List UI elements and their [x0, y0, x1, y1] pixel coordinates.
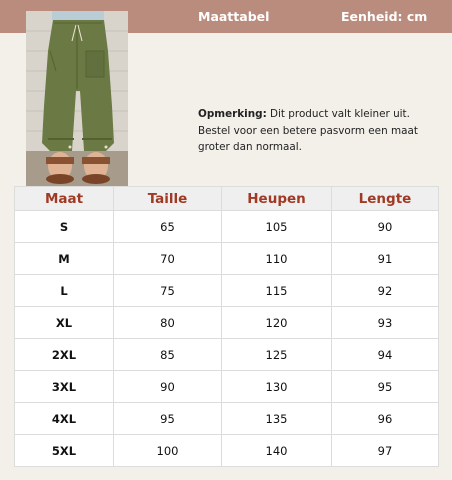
hips-cell: 115: [222, 275, 332, 307]
chart-title: Maattabel: [198, 9, 270, 24]
green-trousers-photo-icon: [26, 11, 128, 186]
length-cell: 92: [332, 275, 439, 307]
hips-cell: 125: [222, 339, 332, 371]
table-row: [15, 435, 439, 467]
length-cell: 91: [332, 243, 439, 275]
table-header-row: [15, 187, 439, 211]
table-row: [15, 243, 439, 275]
note-text: Dit product valt kleiner uit. Bestel voor een betere pasvorm een maat groter dan normaal.: [198, 108, 418, 153]
size-cell: M: [15, 243, 114, 275]
column-header-size: Maat: [15, 187, 114, 211]
size-cell: 3XL: [15, 371, 114, 403]
length-cell: 93: [332, 307, 439, 339]
length-cell: 96: [332, 403, 439, 435]
column-header-waist: Taille: [114, 187, 222, 211]
size-cell: S: [15, 211, 114, 243]
table-row: [15, 339, 439, 371]
waist-cell: 95: [114, 403, 222, 435]
hips-cell: 130: [222, 371, 332, 403]
size-cell: L: [15, 275, 114, 307]
hips-cell: 105: [222, 211, 332, 243]
length-cell: 97: [332, 435, 439, 467]
table-row: [15, 275, 439, 307]
waist-cell: 75: [114, 275, 222, 307]
hips-cell: 120: [222, 307, 332, 339]
waist-cell: 100: [114, 435, 222, 467]
waist-cell: 70: [114, 243, 222, 275]
table-row: [15, 307, 439, 339]
hips-cell: 110: [222, 243, 332, 275]
hips-cell: 135: [222, 403, 332, 435]
length-cell: 94: [332, 339, 439, 371]
waist-cell: 90: [114, 371, 222, 403]
size-cell: 4XL: [15, 403, 114, 435]
waist-cell: 65: [114, 211, 222, 243]
length-cell: 95: [332, 371, 439, 403]
column-header-hips: Heupen: [222, 187, 332, 211]
table-row: [15, 371, 439, 403]
waist-cell: 80: [114, 307, 222, 339]
unit-label: Eenheid: cm: [341, 9, 428, 24]
size-cell: XL: [15, 307, 114, 339]
waist-cell: 85: [114, 339, 222, 371]
table-row: [15, 211, 439, 243]
hips-cell: 140: [222, 435, 332, 467]
length-cell: 90: [332, 211, 439, 243]
column-header-length: Lengte: [332, 187, 439, 211]
size-cell: 5XL: [15, 435, 114, 467]
table-row: [15, 403, 439, 435]
sizing-note: [198, 106, 443, 156]
size-table: [14, 186, 439, 467]
note-label: Opmerking:: [198, 108, 267, 120]
size-cell: 2XL: [15, 339, 114, 371]
product-photo: [26, 11, 128, 186]
